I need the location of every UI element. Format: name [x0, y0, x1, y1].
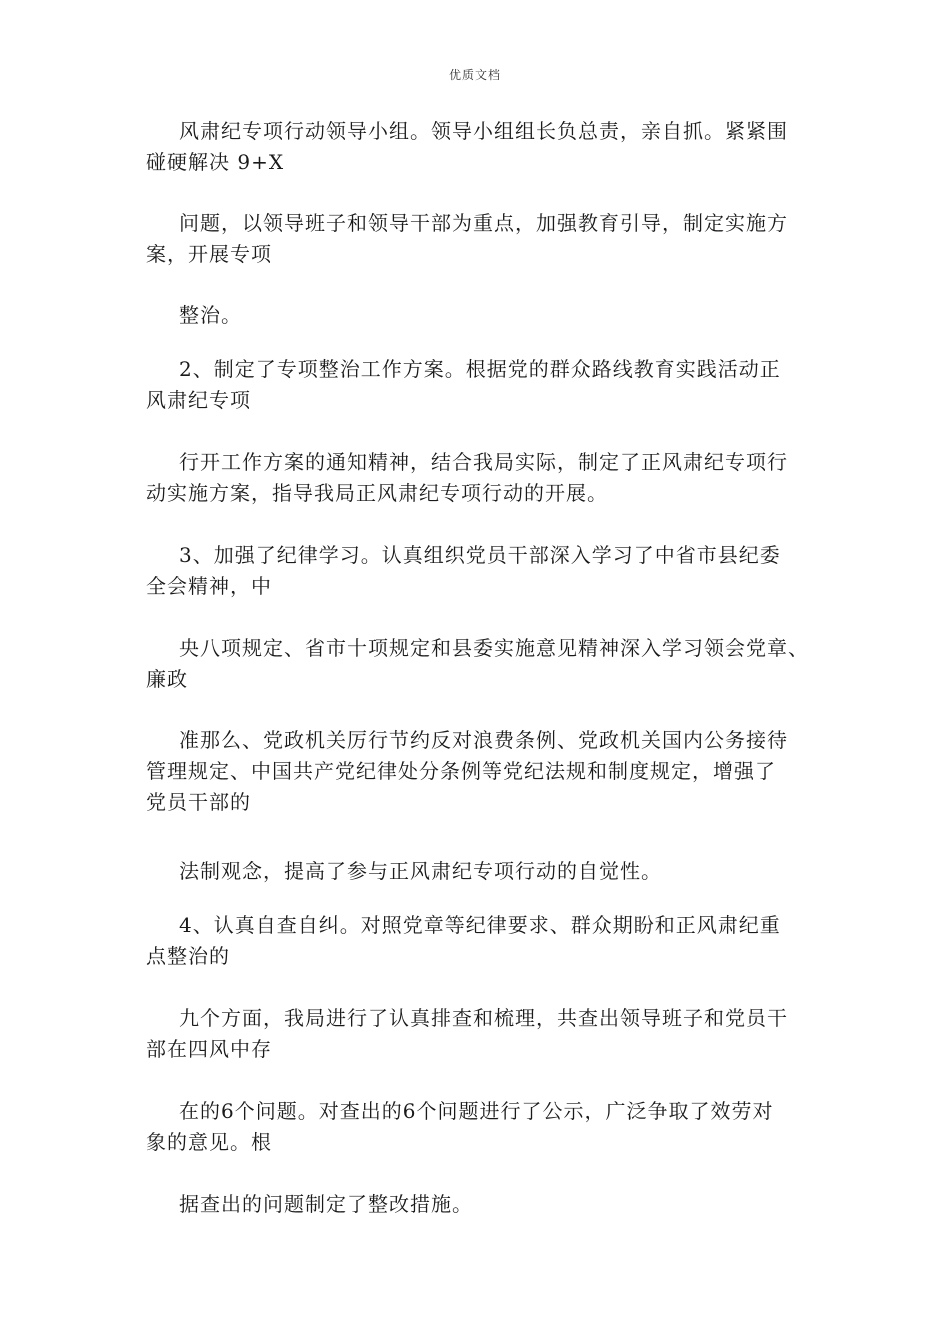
- paragraph: [146, 540, 781, 602]
- paragraph-line: 管理规定、中国共产党纪律处分条例等党纪法规和制度规定，增强了: [146, 759, 776, 783]
- paragraph-line: 党员干部的: [146, 790, 251, 814]
- paragraph: [146, 116, 788, 178]
- paragraph-line: 风肃纪专项: [146, 388, 251, 412]
- paragraph: [146, 633, 809, 695]
- paragraph: [146, 1096, 773, 1158]
- paragraph-line: 点整治的: [146, 944, 230, 968]
- paragraph: [146, 354, 781, 416]
- paragraph-line: 据查出的问题制定了整改措施。: [179, 1192, 473, 1216]
- paragraph-line: 象的意见。根: [146, 1130, 272, 1154]
- paragraph-line: 动实施方案，指导我局正风肃纪专项行动的开展。: [146, 481, 608, 505]
- paragraph: [146, 856, 662, 887]
- paragraph: [146, 725, 788, 818]
- paragraph: [146, 910, 781, 972]
- page-header: 优质文档: [448, 68, 501, 82]
- paragraph-line: 4、认真自查自纠。对照党章等纪律要求、群众期盼和正风肃纪重: [179, 913, 781, 937]
- paragraph: [146, 208, 788, 270]
- paragraph-line: 风肃纪专项行动领导小组。领导小组组长负总责，亲自抓。紧紧围: [179, 119, 788, 143]
- document-body: [146, 116, 826, 1236]
- paragraph: [146, 300, 242, 331]
- paragraph-line: 部在四风中存: [146, 1037, 272, 1061]
- paragraph-line: 九个方面，我局进行了认真排查和梳理，共查出领导班子和党员干: [179, 1006, 788, 1030]
- paragraph: [146, 1003, 788, 1065]
- paragraph-line: 全会精神，中: [146, 574, 272, 598]
- paragraph-line: 整治。: [179, 303, 242, 327]
- paragraph-line: 问题，以领导班子和领导干部为重点，加强教育引导，制定实施方: [179, 211, 788, 235]
- paragraph: [146, 1189, 473, 1220]
- paragraph-line: 行开工作方案的通知精神，结合我局实际，制定了正风肃纪专项行: [179, 450, 788, 474]
- paragraph-line: 准那么、党政机关厉行节约反对浪费条例、党政机关国内公务接待: [179, 728, 788, 752]
- paragraph-line: 廉政: [146, 667, 188, 691]
- paragraph-line: 在的6个问题。对查出的6个问题进行了公示，广泛争取了效劳对: [179, 1099, 774, 1123]
- paragraph-line: 3、加强了纪律学习。认真组织党员干部深入学习了中省市县纪委: [179, 543, 781, 567]
- paragraph-line: 碰硬解决 9+X: [146, 150, 285, 174]
- paragraph-line: 案，开展专项: [146, 242, 272, 266]
- paragraph-line: 央八项规定、省市十项规定和县委实施意见精神深入学习领会党章、: [179, 636, 809, 660]
- paragraph-line: 法制观念，提高了参与正风肃纪专项行动的自觉性。: [179, 859, 662, 883]
- paragraph-line: 2、制定了专项整治工作方案。根据党的群众路线教育实践活动正: [179, 357, 781, 381]
- paragraph: [146, 447, 788, 509]
